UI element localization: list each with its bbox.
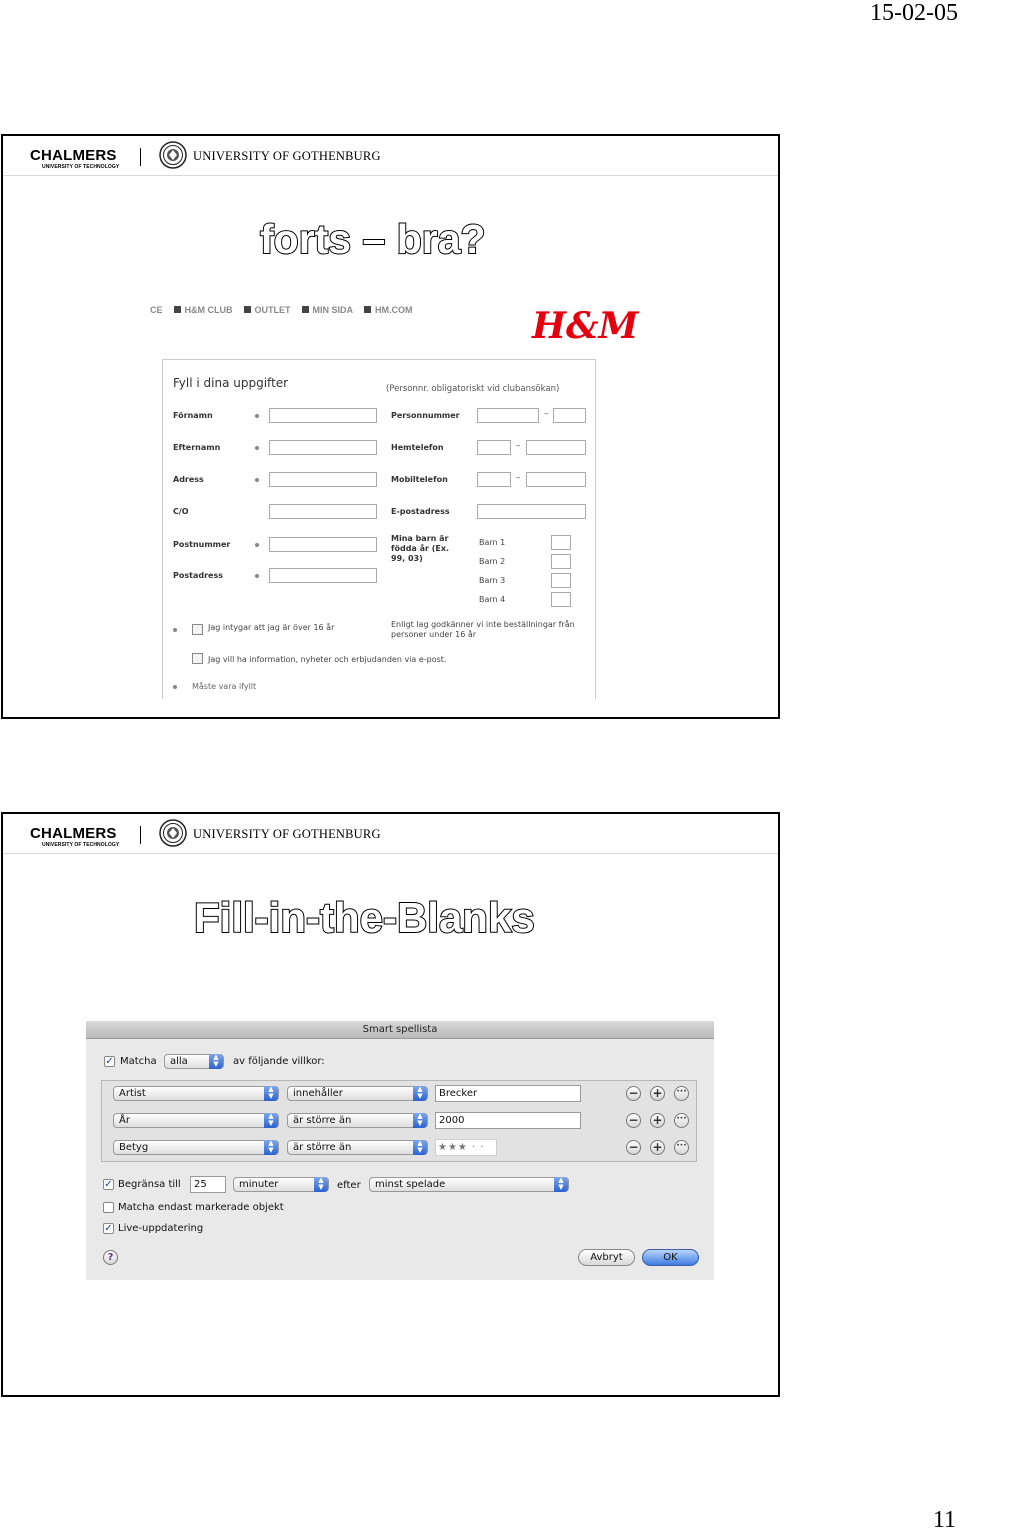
slide-fill-in-the-blanks: [1, 812, 780, 1397]
rule-operator-popup[interactable]: är större än ▲ ▼: [287, 1113, 428, 1128]
slide-hm-form: [1, 134, 780, 719]
label-efternamn: Efternamn: [173, 443, 221, 452]
chalmers-logo: CHALMERS: [30, 825, 117, 842]
svg-text:H&M: H&M: [532, 305, 639, 347]
popup-arrows-icon: ▲ ▼: [413, 1086, 427, 1101]
slide-header: [3, 814, 778, 854]
label-mobiltelefon: Mobiltelefon: [391, 475, 448, 484]
live-update-label: Live-uppdatering: [118, 1223, 204, 1234]
newsletter-checkbox[interactable]: [192, 653, 203, 664]
dialog-title: Smart spellista: [362, 1024, 438, 1035]
adress-input[interactable]: [269, 472, 377, 487]
required-marker: [173, 685, 177, 689]
rule-operator-popup[interactable]: innehåller ▲ ▼: [287, 1086, 428, 1101]
more-rule-button[interactable]: ···: [674, 1086, 689, 1101]
hm-registration-form: [162, 359, 596, 699]
limit-value-input[interactable]: 25: [190, 1176, 226, 1193]
slide-header: [3, 136, 778, 176]
limit-label: Begränsa till: [118, 1179, 181, 1190]
slide-title: forts – bra?: [260, 216, 486, 262]
age-checkbox[interactable]: [192, 624, 203, 635]
live-update-checkbox[interactable]: ✓: [104, 1223, 113, 1234]
limit-order-popup[interactable]: minst spelade ▲ ▼: [369, 1177, 569, 1192]
rules-box: [101, 1080, 697, 1162]
page-date: 15-02-05: [870, 0, 958, 26]
personnummer-input[interactable]: [477, 408, 539, 423]
required-marker: [255, 478, 259, 482]
rule-field-popup[interactable]: År ▲ ▼: [113, 1113, 279, 1128]
label-barn-1: Barn 1: [479, 538, 506, 547]
help-button[interactable]: ?: [103, 1250, 118, 1265]
only-checked-checkbox[interactable]: [103, 1202, 114, 1213]
add-rule-button[interactable]: +: [650, 1140, 665, 1155]
slide-title: Fill-in-the-Blanks: [194, 894, 535, 941]
hm-nav-item[interactable]: OUTLET: [244, 305, 291, 315]
label-co: C/O: [173, 507, 189, 516]
rule-field-popup[interactable]: Betyg ▲ ▼: [113, 1140, 279, 1155]
hm-nav-item[interactable]: HM.COM: [364, 305, 413, 315]
rule-value-input[interactable]: 2000: [435, 1112, 581, 1129]
form-title: Fyll i dina uppgifter: [173, 376, 289, 390]
label-barn-4: Barn 4: [479, 595, 506, 604]
add-rule-button[interactable]: +: [650, 1113, 665, 1128]
match-label: Matcha: [120, 1056, 157, 1067]
hemtelefon-area-input[interactable]: [477, 440, 511, 455]
gothenburg-name: UNIVERSITY OF GOTHENBURG: [193, 827, 381, 841]
required-marker: [173, 628, 177, 632]
label-fornamn: Förnamn: [173, 411, 213, 420]
remove-rule-button[interactable]: −: [626, 1086, 641, 1101]
required-marker: [255, 414, 259, 418]
law-note: Enligt lag godkänner vi inte beställningar från personer under 16 år: [391, 620, 575, 639]
header-divider: [140, 148, 141, 166]
label-adress: Adress: [173, 475, 204, 484]
barn-3-input[interactable]: [551, 573, 571, 588]
label-personnummer: Personnummer: [391, 411, 460, 420]
match-popup[interactable]: alla ▲ ▼: [164, 1054, 224, 1069]
hm-nav-item[interactable]: MIN SIDA: [302, 305, 354, 315]
limit-checkbox[interactable]: ✓: [104, 1179, 113, 1190]
popup-arrows-icon: ▲ ▼: [264, 1140, 278, 1155]
postnummer-input[interactable]: [269, 537, 377, 552]
more-rule-button[interactable]: ···: [674, 1140, 689, 1155]
label-hemtelefon: Hemtelefon: [391, 443, 444, 452]
dash: –: [516, 441, 521, 451]
barn-1-input[interactable]: [551, 535, 571, 550]
mobil-area-input[interactable]: [477, 472, 511, 487]
header-divider: [140, 826, 141, 844]
chalmers-subtitle: UNIVERSITY OF TECHNOLOGY: [42, 842, 120, 848]
only-checked-label: Matcha endast markerade objekt: [118, 1202, 284, 1213]
page-number: 11: [932, 1507, 956, 1533]
required-marker: [255, 543, 259, 547]
remove-rule-button[interactable]: −: [626, 1140, 641, 1155]
required-marker: [255, 574, 259, 578]
barn-4-input[interactable]: [551, 592, 571, 607]
popup-arrows-icon: ▲ ▼: [314, 1177, 328, 1192]
remove-rule-button[interactable]: −: [626, 1113, 641, 1128]
age-check-label: Jag intygar att jag är över 16 år: [208, 623, 335, 632]
required-marker: [255, 446, 259, 450]
required-note: Måste vara ifyllt: [192, 682, 257, 691]
cancel-button[interactable]: Avbryt: [578, 1249, 635, 1266]
popup-arrows-icon: ▲ ▼: [209, 1054, 223, 1069]
chalmers-logo: CHALMERS: [30, 147, 117, 164]
limit-unit-popup[interactable]: minuter ▲ ▼: [233, 1177, 329, 1192]
popup-arrows-icon: ▲ ▼: [264, 1113, 278, 1128]
rule-field-popup[interactable]: Artist ▲ ▼: [113, 1086, 279, 1101]
popup-arrows-icon: ▲ ▼: [413, 1113, 427, 1128]
label-postnummer: Postnummer: [173, 540, 231, 549]
gothenburg-seal-icon: [159, 141, 187, 169]
barn-2-input[interactable]: [551, 554, 571, 569]
smart-playlist-dialog: [86, 1021, 714, 1280]
dash: –: [544, 409, 549, 419]
dialog-titlebar: [86, 1021, 714, 1039]
personnummer-suffix-input[interactable]: [553, 408, 586, 423]
form-note: (Personnr. obligatoriskt vid clubansökan): [386, 384, 560, 394]
popup-arrows-icon: ▲ ▼: [264, 1086, 278, 1101]
hm-nav-item[interactable]: CE: [150, 305, 163, 315]
co-input[interactable]: [269, 504, 377, 519]
efternamn-input[interactable]: [269, 440, 377, 455]
label-postadress: Postadress: [173, 571, 223, 580]
hm-nav-item[interactable]: H&M CLUB: [174, 305, 233, 315]
add-rule-button[interactable]: +: [650, 1086, 665, 1101]
hm-nav: [150, 305, 413, 315]
postadress-input[interactable]: [269, 568, 377, 583]
popup-arrows-icon: ▲ ▼: [413, 1140, 427, 1155]
dash: –: [516, 473, 521, 483]
label-children: Mina barn är födda år (Ex. 99, 03): [391, 534, 450, 563]
match-suffix: av följande villkor:: [233, 1056, 325, 1067]
fornamn-input[interactable]: [269, 408, 377, 423]
label-barn-3: Barn 3: [479, 576, 506, 585]
hm-logo: [530, 298, 639, 347]
mobiltelefon-input[interactable]: [526, 472, 586, 487]
popup-arrows-icon: ▲ ▼: [554, 1177, 568, 1192]
ok-button[interactable]: OK: [642, 1249, 699, 1266]
chalmers-subtitle: UNIVERSITY OF TECHNOLOGY: [42, 164, 120, 170]
gothenburg-seal-icon: [159, 819, 187, 847]
rating-stars[interactable]: ★★★ · ·: [435, 1139, 497, 1156]
rule-operator-popup[interactable]: är större än ▲ ▼: [287, 1140, 428, 1155]
match-checkbox[interactable]: ✓: [105, 1056, 114, 1067]
epostadress-input[interactable]: [477, 504, 586, 519]
hemtelefon-input[interactable]: [526, 440, 586, 455]
newsletter-check-label: Jag vill ha information, nyheter och erbjudanden via e-post.: [208, 655, 447, 664]
label-epostadress: E-postadress: [391, 507, 450, 516]
rule-value-input[interactable]: Brecker: [435, 1085, 581, 1102]
gothenburg-name: UNIVERSITY OF GOTHENBURG: [193, 149, 381, 163]
more-rule-button[interactable]: ···: [674, 1113, 689, 1128]
label-barn-2: Barn 2: [479, 557, 506, 566]
limit-after-label: efter: [337, 1180, 361, 1191]
